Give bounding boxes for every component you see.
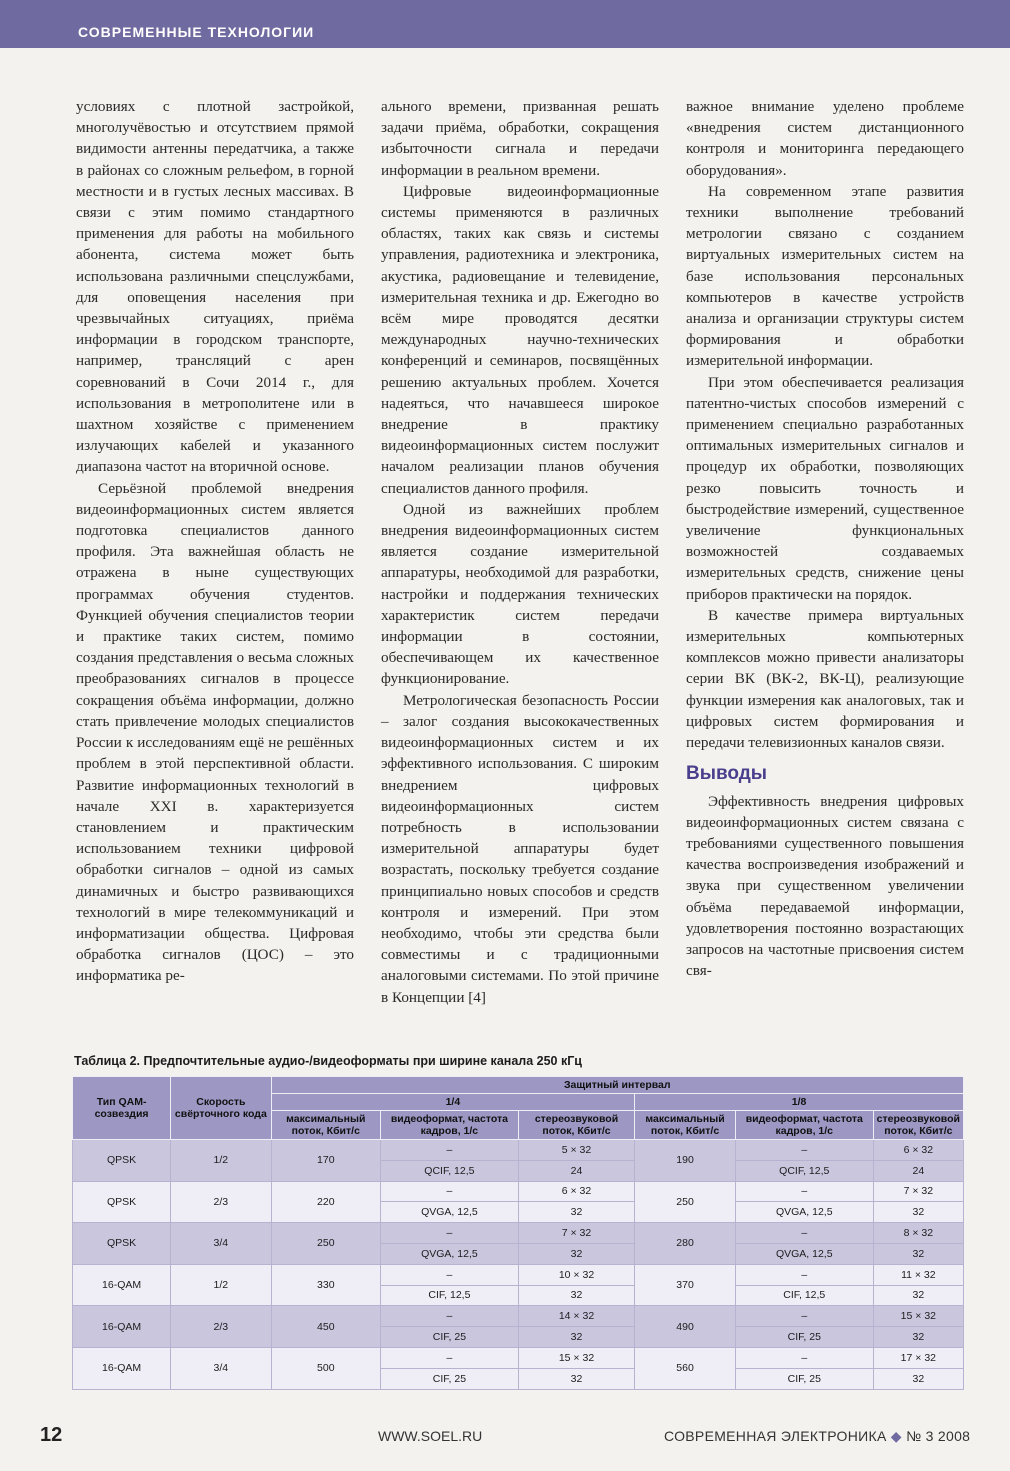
header-qam: Тип QAM-созвездия — [73, 1077, 171, 1140]
cell-max-flow: 560 — [635, 1347, 736, 1389]
cell-audio: 15 × 32 — [518, 1347, 634, 1368]
table-caption: Таблица 2. Предпочтительные аудио-/видеоформаты при ширине канала 250 кГц — [74, 1054, 582, 1068]
cell-qam: QPSK — [73, 1223, 171, 1265]
cell-audio: 32 — [518, 1243, 634, 1264]
cell-qam: 16-QAM — [73, 1306, 171, 1348]
cell-video: CIF, 25 — [735, 1368, 873, 1389]
section-title: СОВРЕМЕННЫЕ ТЕХНОЛОГИИ — [78, 24, 315, 40]
header-guard-1-4: 1/4 — [271, 1094, 635, 1111]
cell-audio: 24 — [518, 1160, 634, 1181]
header-video: видеоформат, частота кадров, 1/с — [381, 1111, 519, 1140]
cell-audio: 32 — [518, 1327, 634, 1348]
cell-audio: 10 × 32 — [518, 1264, 634, 1285]
cell-max-flow: 370 — [635, 1264, 736, 1306]
cell-max-flow: 280 — [635, 1223, 736, 1265]
cell-max-flow: 450 — [271, 1306, 380, 1348]
cell-video: – — [735, 1223, 873, 1244]
cell-video: – — [735, 1140, 873, 1161]
section-heading-conclusions: Выводы — [686, 763, 768, 785]
text-column-1 — [76, 96, 354, 987]
cell-audio: 8 × 32 — [873, 1223, 963, 1244]
cell-audio: 32 — [873, 1327, 963, 1348]
cell-audio: 32 — [873, 1368, 963, 1389]
cell-video: – — [735, 1306, 873, 1327]
cell-qam: QPSK — [73, 1140, 171, 1182]
cell-video: CIF, 25 — [381, 1327, 519, 1348]
cell-rate: 3/4 — [171, 1347, 271, 1389]
header-guard-1-8: 1/8 — [635, 1094, 964, 1111]
paragraph: Метрологическая безопасность России – залог создания высококачественных видеоинформационных систем и их эффективного использования. С широким внедрением цифровых видеоинформационных систем потребность в использовании измерительной аппаратуры будет возрастать, поскольку требуется создание принципиально новых способов и средств контроля и измерений. При этом необходимо, чтобы эти средства были совместимы и с традиционными аналоговыми системами. По этой причине в Концепции [4] — [381, 691, 659, 1006]
table-row — [73, 1181, 964, 1202]
cell-audio: 32 — [873, 1285, 963, 1306]
paragraph: Серьёзной проблемой внедрения видеоинформационных систем является подготовка специалистов данного профиля. Эта важнейшая область не отражена в ныне существующих программах обучения студентов. Функцией обучения специалистов теории и практике таких систем, помимо создания представления о весьма сложных преобразованиях сигналов в процессе сокращения объёма информации, должно стать привлечение молодых специалистов России к исследованиям ещё не решённых проблем в этой перспективной области. Развитие информационных технологий в начале XXI в. характеризуется становлением и практическим использованием техники цифровой обработки сигналов – одной из самых динамичных и быстро развивающихся технологий в мире телекоммуникаций и информатизации общества. Цифровая обработка сигналов (ЦОС) – это информатика ре- — [76, 479, 354, 985]
paragraph: На современном этапе развития техники выполнение требований метрологии связано с созданием виртуальных измерительных систем на базе использования персональных компьютеров в качестве устройств анализа и организации структуры систем формирования и обработки измерительной информации. — [686, 182, 964, 370]
cell-audio: 15 × 32 — [873, 1306, 963, 1327]
paragraph: Эффективность внедрения цифровых видеоинформационных систем связана с требованиями существенного повышения качества воспроизведения изображений и звука при существенном увеличении объёма передаваемой информации, удовлетворения постоянно возрастающих запросов на частотные присвоения систем свя- — [686, 792, 964, 980]
table-row — [73, 1306, 964, 1327]
cell-audio: 24 — [873, 1160, 963, 1181]
cell-audio: 11 × 32 — [873, 1264, 963, 1285]
cell-video: CIF, 12,5 — [735, 1285, 873, 1306]
cell-audio: 32 — [518, 1285, 634, 1306]
paragraph: важное внимание уделено проблеме «внедрения систем дистанционного контроля и мониторинга передающего оборудования». — [686, 98, 964, 179]
cell-rate: 3/4 — [171, 1223, 271, 1265]
cell-audio: 14 × 32 — [518, 1306, 634, 1327]
cell-rate: 1/2 — [171, 1140, 271, 1182]
text-column-2 — [381, 96, 659, 1008]
table-row — [73, 1140, 964, 1161]
cell-max-flow: 170 — [271, 1140, 380, 1182]
cell-qam: QPSK — [73, 1181, 171, 1223]
cell-rate: 1/2 — [171, 1264, 271, 1306]
header-guard-interval: Защитный интервал — [271, 1077, 963, 1094]
header-max-flow: максимальный поток, Кбит/с — [635, 1111, 736, 1140]
journal-info — [664, 1428, 970, 1445]
cell-video: – — [735, 1181, 873, 1202]
journal-name: СОВРЕМЕННАЯ ЭЛЕКТРОНИКА — [664, 1428, 887, 1444]
header-audio: стереозвуковой поток, Кбит/с — [518, 1111, 634, 1140]
cell-audio: 6 × 32 — [873, 1140, 963, 1161]
table-row — [73, 1264, 964, 1285]
diamond-icon: ◆ — [890, 1428, 902, 1444]
cell-audio: 5 × 32 — [518, 1140, 634, 1161]
cell-video: QVGA, 12,5 — [381, 1243, 519, 1264]
header-code-rate: Скорость свёрточного кода — [171, 1077, 271, 1140]
cell-video: QCIF, 12,5 — [381, 1160, 519, 1181]
cell-video: QVGA, 12,5 — [381, 1202, 519, 1223]
header-max-flow: максимальный поток, Кбит/с — [271, 1111, 380, 1140]
cell-video: QVGA, 12,5 — [735, 1202, 873, 1223]
table-row — [73, 1223, 964, 1244]
cell-video: – — [735, 1264, 873, 1285]
cell-video: QVGA, 12,5 — [735, 1243, 873, 1264]
cell-max-flow: 250 — [635, 1181, 736, 1223]
paragraph: условиях с плотной застройкой, многолучёвостью и отсутствием прямой видимости антенны передатчика, а также в районах со сложным рельефом, в горной местности и в густых лесных массивах. В связи с этим помимо стандартного применения для работы на мобильного абонента, система может быть использована различными спецслужбами, для оповещения населения при чрезвычайных ситуациях, приёма информации в городском транспорте, например, трансляций с арен соревнований в Сочи 2014 г., для использования в метрополитене или в шахтном хозяйстве с применением излучающих кабелей и указанного диапазона частот на вторичной основе. — [76, 98, 354, 476]
cell-audio: 7 × 32 — [873, 1181, 963, 1202]
cell-max-flow: 220 — [271, 1181, 380, 1223]
cell-video: QCIF, 12,5 — [735, 1160, 873, 1181]
cell-video: CIF, 12,5 — [381, 1285, 519, 1306]
cell-audio: 7 × 32 — [518, 1223, 634, 1244]
header-audio: стереозвуковой поток, Кбит/с — [873, 1111, 963, 1140]
cell-max-flow: 330 — [271, 1264, 380, 1306]
cell-video: – — [381, 1306, 519, 1327]
header-video: видеоформат, частота кадров, 1/с — [735, 1111, 873, 1140]
cell-video: – — [381, 1223, 519, 1244]
paragraph: Одной из важнейших проблем внедрения видеоинформационных систем является создание измерительной аппаратуры, необходимой для разработки, настройки и поддержания технических характеристик систем передачи информации в состоянии, обеспечивающем их качественное функционирование. — [381, 500, 659, 688]
text-column-3 — [686, 96, 964, 981]
paragraph: В качестве примера виртуальных измерительных компьютерных комплексов можно привести анализаторы серии ВК (ВК-2, ВК-Ц), реализующие функции измерения как аналоговых, так и цифровых систем формирования и передачи телевизионных каналов связи. — [686, 606, 964, 752]
cell-max-flow: 500 — [271, 1347, 380, 1389]
cell-video: – — [381, 1347, 519, 1368]
cell-video: – — [381, 1181, 519, 1202]
section-header-bar — [0, 0, 1010, 48]
cell-audio: 32 — [873, 1202, 963, 1223]
cell-audio: 32 — [518, 1368, 634, 1389]
cell-video: – — [381, 1264, 519, 1285]
website-link[interactable]: WWW.SOEL.RU — [378, 1428, 483, 1444]
cell-video: – — [381, 1140, 519, 1161]
formats-table — [72, 1076, 964, 1390]
cell-video: CIF, 25 — [381, 1368, 519, 1389]
paragraph: ального времени, призванная решать задачи приёма, обработки, сокращения избыточности сигнала и передачи информации в реальном времени. — [381, 98, 659, 179]
cell-max-flow: 190 — [635, 1140, 736, 1182]
page-number: 12 — [40, 1424, 63, 1446]
issue-number: № 3 — [906, 1428, 934, 1444]
cell-audio: 32 — [873, 1243, 963, 1264]
table-row — [73, 1347, 964, 1368]
cell-qam: 16-QAM — [73, 1347, 171, 1389]
cell-video: – — [735, 1347, 873, 1368]
cell-audio: 32 — [518, 1202, 634, 1223]
cell-audio: 6 × 32 — [518, 1181, 634, 1202]
issue-year: 2008 — [937, 1428, 971, 1444]
cell-max-flow: 250 — [271, 1223, 380, 1265]
cell-rate: 2/3 — [171, 1306, 271, 1348]
cell-audio: 17 × 32 — [873, 1347, 963, 1368]
paragraph: При этом обеспечивается реализация патентно-чистых способов измерений с применением специально разработанных оптимальных измерительных сигналов и процедур их обработки, позволяющих резко повысить точность и быстродействие измерений, существенное увеличение функциональных возможностей создаваемых измерительных средств, снижение цены приборов практически на порядок. — [686, 373, 964, 603]
cell-qam: 16-QAM — [73, 1264, 171, 1306]
paragraph: Цифровые видеоинформационные системы применяются в различных областях, таких как связь и системы управления, радиотехника и электроника, акустика, радиовещание и телевидение, измерительная техника и др. Ежегодно во всём мире проводятся десятки международных научно-технических конференций и семинаров, посвящённых решению актуальных проблем. Хочется надеяться, что начавшееся широкое внедрение в практику видеоинформационных систем послужит началом реализации планов обучения специалистов данного профиля. — [381, 182, 659, 497]
cell-rate: 2/3 — [171, 1181, 271, 1223]
cell-video: CIF, 25 — [735, 1327, 873, 1348]
cell-max-flow: 490 — [635, 1306, 736, 1348]
